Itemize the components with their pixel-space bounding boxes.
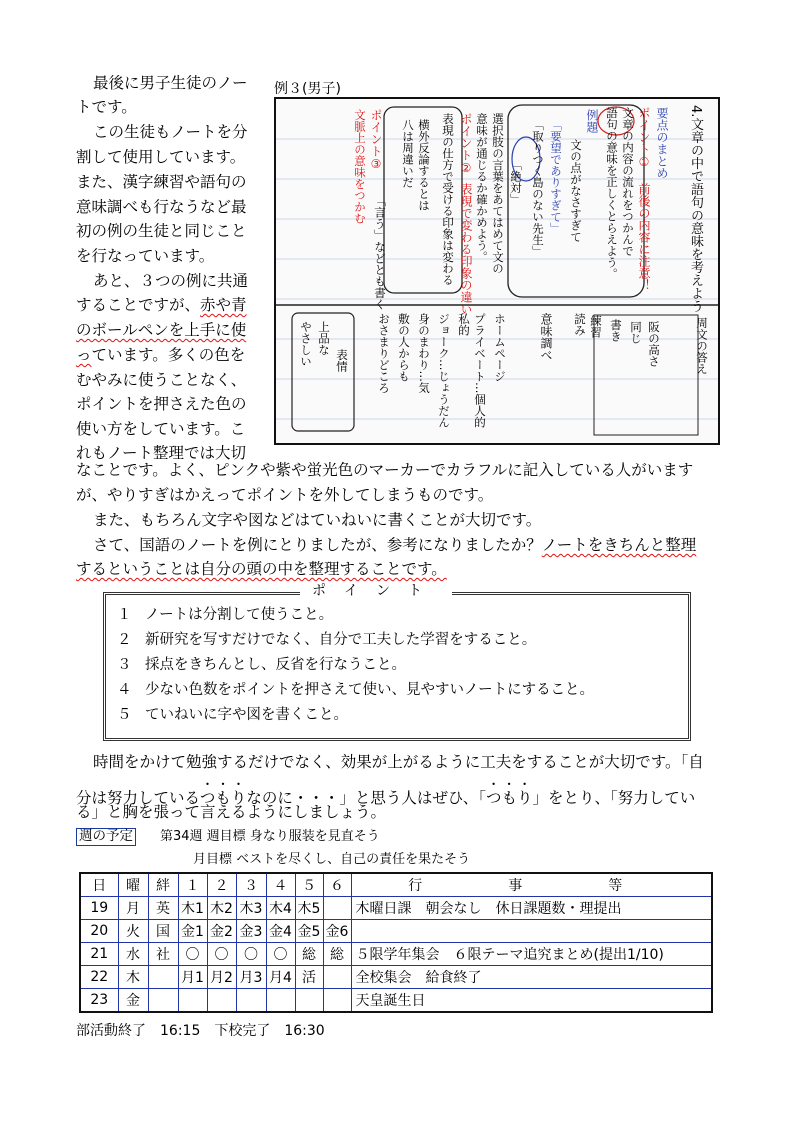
example-caption: 例３(男子) [274,81,341,97]
week-goal: 第34週 週目標 身なり服装を見直そう [160,829,380,844]
table-cell: 総 [295,943,323,966]
note-text: 例題 [585,109,599,133]
table-cell: 月4 [266,966,295,989]
intro-line: 初の例の生徒と同じこと [76,222,247,240]
note-heading: 4.文章の中で語句の意味を考えよう [688,105,703,313]
body-line [76,562,447,578]
note-text: 「取りつく島のない先生」 [531,119,545,257]
intro-line: 最後に男子生徒のノー [93,74,248,92]
note-text: 横外反論するとは [417,119,431,211]
header-cell: 絆 [148,873,178,897]
note-text: 私的 [457,313,471,336]
point-number: ４ [117,682,132,698]
table-cell: 木 [118,966,148,989]
event-cell: 天皇誕生日 [351,989,712,1013]
table-cell [323,966,351,989]
closing-line: 時間をかけて勉強するだけでなく、効果が上がるように工夫をすることが大切です。「自 [93,753,704,771]
note-text: 練習 [589,315,603,338]
note-text: 「要望でありすぎて」 [549,119,563,234]
note-text: 上品な [317,321,331,356]
emphasis-text: ノートをきちんと整理 [541,536,697,554]
point-number: ２ [117,632,132,648]
club-end-time: 部活動終了 16:15 下校完了 16:30 [76,1023,325,1039]
note-text: 語句の意味を正しくとらえよう。 [605,107,619,280]
table-cell [236,989,266,1013]
table-cell: 22 [80,966,118,989]
intro-line: 割して使用しています。 [76,148,246,166]
table-cell: 〇 [178,943,207,966]
month-goal: 月目標 ベストを尽くし、自己の責任を果たそう [193,852,471,867]
schedule-table [79,872,713,1013]
intro-line: トです。 [76,98,137,116]
point-box-title: ポイント [300,584,452,598]
table-cell [148,989,178,1013]
note-text: 意味が通じるか確かめよう。 [475,113,489,263]
note-text: 意味調べ [539,313,553,361]
table-cell: 火 [118,920,148,943]
note-text: おさまりどころ [377,313,391,394]
note-text: 読み [573,313,587,336]
note-text: 文の点がなさすぎて [569,139,583,243]
emphasis-dots-text: つもり [486,789,533,807]
header-cell: 行 事 等 [351,873,712,897]
event-cell: ５限学年集会 ６限テーマ追究まとめ(提出1/10) [351,943,712,966]
table-cell: 国 [148,920,178,943]
table-cell: 月2 [207,966,236,989]
header-cell: ３ [236,873,266,897]
note-text: 要点のまとめ [655,107,669,179]
table-cell: 木2 [207,897,236,920]
intro-line: むやみに使うことなく、 [76,371,247,389]
body-line: が、やりすぎはかえってポイントを外してしまうものです。 [76,486,494,504]
table-header-row [80,873,712,897]
point-text: 新研究を写すだけでなく、自分で工夫した学習をすること。 [145,632,537,648]
table-cell: 21 [80,943,118,966]
table-cell: 社 [148,943,178,966]
emphasis-dots-text: つもり [199,789,247,807]
note-text: 選択肢の言葉をあてはめて文の [491,113,505,274]
event-cell: 全校集会 給食終了 [351,966,712,989]
header-cell: 曜 [118,873,148,897]
note-text: ジョーク…じょうだん [437,313,451,428]
table-cell: 水 [118,943,148,966]
table-cell [295,989,323,1013]
table-cell [323,989,351,1013]
table-cell [266,989,295,1013]
note-text: 周文の答え [695,317,709,375]
note-text: やさしい [299,321,313,367]
note-text: ポイント① [637,107,651,169]
table-cell [148,966,178,989]
body-line [93,538,696,554]
table-cell: 20 [80,920,118,943]
point-item [117,633,536,648]
table-cell: 金6 [323,920,351,943]
table-cell: 金1 [178,920,207,943]
note-text: 表現の仕方で受ける印象は変わる [441,113,455,286]
note-text: 同じ [629,321,643,344]
point-text: 少ない色数をポイントを押さえて使い、見やすいノートにすること。 [145,682,595,698]
emphasis-text: のボールペンを上手に使 [76,321,247,339]
table-row [80,966,712,989]
table-cell [178,989,207,1013]
table-cell: 木5 [295,897,323,920]
table-cell: 総 [323,943,351,966]
header-cell: ６ [323,873,351,897]
table-row [80,897,712,920]
point-item [117,658,406,673]
table-cell: 金3 [236,920,266,943]
body-line: また、もちろん文字や図などはていねいに書くことが大切です。 [93,511,542,529]
point-number: ５ [117,707,132,723]
point-text: 採点をきちんとし、反省を行なうこと。 [145,657,406,673]
emphasis-text: するということは自分の頭の中を整理することです。 [76,560,447,578]
point-number: １ [117,607,132,623]
header-cell: ２ [207,873,236,897]
note-text: プライベート…個人的 [473,313,487,428]
table-cell: 木4 [266,897,295,920]
closing-text: なのに・・・」と思う人はぜひ、「 [246,789,487,807]
note-text: 文脈上の意味をつかむ [353,109,367,224]
event-cell: 木曜日課 朝会なし 休日課題数・理提出 [351,897,712,920]
table-cell: 19 [80,897,118,920]
table-cell: 活 [295,966,323,989]
point-text: ていねいに字や図を書くこと。 [145,707,348,723]
intro-line: この生徒もノートを分 [93,123,248,141]
table-row [80,920,712,943]
event-cell [351,920,712,943]
header-cell: ４ [266,873,295,897]
table-cell: 月 [118,897,148,920]
table-cell: 月1 [178,966,207,989]
table-row [80,943,712,966]
note-text: ポイント③ [369,109,383,171]
note-text: 表情 [335,349,349,372]
table-cell: 金 [118,989,148,1013]
note-text: 前後の内容に注意！ [637,183,651,291]
note-text: ホームページ [493,313,507,382]
point-text: ノートは分割して使うこと。 [145,607,334,623]
point-item [117,608,333,623]
table-cell [323,897,351,920]
note-text: 表現で変わる印象の違い [459,183,473,315]
table-cell: 〇 [266,943,295,966]
point-item [117,683,594,698]
note-text: 八は周違いだ [401,119,415,188]
table-cell: 金4 [266,920,295,943]
notebook-image [274,97,720,445]
table-cell: 〇 [236,943,266,966]
intro-line: あと、３つの例に共通 [93,272,249,290]
intro-line: また、漢字練習や語句の [76,173,247,191]
table-cell: 英 [148,897,178,920]
body-text: さて、国語のノートを例にとりましたが、参考になりましたか？ [93,536,542,554]
point-item [117,708,348,723]
intro-line [76,298,247,314]
emphasis-text: 赤や青 [200,296,247,314]
table-cell: 23 [80,989,118,1013]
intro-line: 使い方をしています。こ [76,420,246,438]
header-cell: １ [178,873,207,897]
note-text: 阪の高さ [647,321,661,367]
header-cell: 日 [80,873,118,897]
table-cell: 〇 [207,943,236,966]
table-cell: 木1 [178,897,207,920]
table-row [80,989,712,1013]
table-cell: 月3 [236,966,266,989]
closing-text: 分は努力している [76,789,200,807]
table-cell [207,989,236,1013]
header-cell: ５ [295,873,323,897]
table-cell: 金5 [295,920,323,943]
intro-line [76,348,245,364]
intro-text: することですが、 [76,296,201,314]
note-text: 「言う」などとも書く [373,195,387,310]
note-text: 文章の内容の流れをつかんで [621,107,635,257]
table-cell: 木3 [236,897,266,920]
week-schedule-label: 週の予定 [76,828,136,846]
intro-text: ています。多くの色を [91,346,246,364]
table-cell: 金2 [207,920,236,943]
intro-line: を行なっています。 [76,247,215,265]
note-text: 「絶対」 [509,159,523,205]
closing-line: る」と胸を張って言えるようにしましょう。 [76,803,387,821]
note-text: ポイント② [459,113,473,175]
intro-line: れもノート整理では大切 [76,444,247,462]
intro-line: 意味調べも行なうなど最 [76,198,247,216]
note-text: 敷の人からも [397,313,411,382]
point-number: ３ [117,657,132,673]
note-text: 身のまわり…気 [417,313,431,394]
intro-line: ポイントを押さえた色の [76,395,247,413]
emphasis-text: っ [76,346,92,364]
intro-line [76,323,246,339]
note-text: 書き [609,319,623,342]
closing-text: 」をとり、「努力してい [532,789,696,807]
body-line: なことです。よく、ピンクや紫や蛍光色のマーカーでカラフルに記入している人がいます [76,461,694,479]
